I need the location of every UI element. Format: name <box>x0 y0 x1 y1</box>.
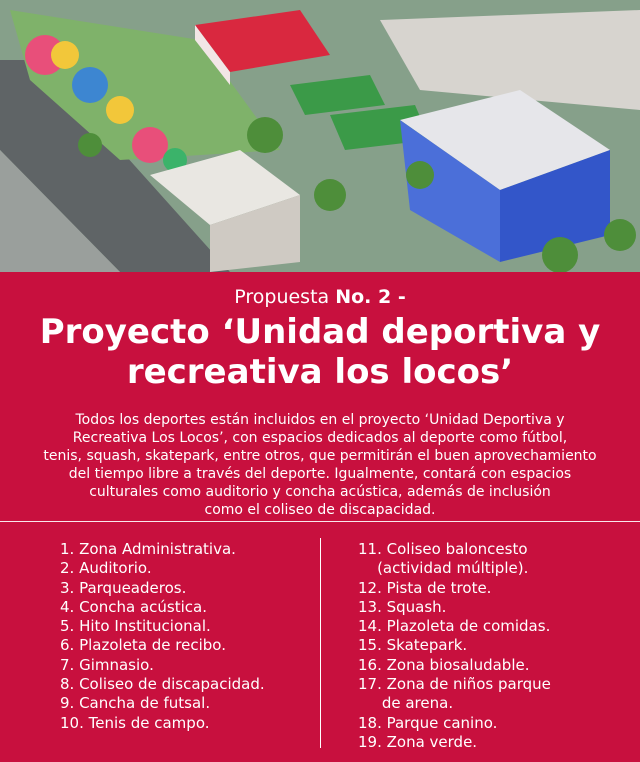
description-line: del tiempo libre a través del deporte. Igualmente, contará con espacios <box>68 466 572 482</box>
subtitle-prefix: Propuesta <box>234 286 336 308</box>
list-item: 4. Concha acústica. <box>60 597 207 616</box>
subtitle-number: No. 2 - <box>335 286 406 308</box>
list-item: 14. Plazoleta de comidas. <box>358 617 551 636</box>
list-item: 11. Coliseo baloncesto <box>358 540 528 558</box>
zones-list-right <box>358 540 618 752</box>
description-line: Todos los deportes están incluidos en el proyecto ‘Unidad Deportiva y <box>75 412 565 428</box>
title-line-1: Proyecto ‘Unidad deportiva y <box>39 312 601 352</box>
list-item: 19. Zona verde. <box>358 732 478 751</box>
list-item: 15. Skatepark. <box>358 636 468 655</box>
description-line: tenis, squash, skatepark, entre otros, que permitirán el buen aprovechamiento <box>43 448 597 464</box>
list-item: de arena. <box>358 694 454 713</box>
list-item: 2. Auditorio. <box>60 559 152 578</box>
project-description <box>40 411 600 519</box>
list-item: 3. Parqueaderos. <box>60 578 187 597</box>
list-item: 7. Gimnasio. <box>60 655 154 674</box>
description-line: culturales como auditorio y concha acústica, además de inclusión <box>89 484 551 500</box>
list-item: 5. Hito Institucional. <box>60 617 211 636</box>
list-item: 18. Parque canino. <box>358 713 498 732</box>
page-title <box>0 312 640 392</box>
list-item: 1. Zona Administrativa. <box>60 540 236 558</box>
section-divider <box>0 521 640 522</box>
list-item: 10. Tenis de campo. <box>60 713 210 732</box>
aerial-render-illustration <box>0 0 640 272</box>
list-item: 17. Zona de niños parque <box>358 675 551 694</box>
description-line: como el coliseo de discapacidad. <box>204 502 436 518</box>
zones-list-left <box>60 540 318 733</box>
list-item: 13. Squash. <box>358 597 447 616</box>
description-line: Recreativa Los Locos’, con espacios dedicados al deporte como fútbol, <box>72 430 568 446</box>
list-item: 6. Plazoleta de recibo. <box>60 636 226 655</box>
title-line-2: recreativa los locos’ <box>126 352 514 392</box>
column-divider <box>320 538 321 748</box>
list-item: 8. Coliseo de discapacidad. <box>60 675 265 694</box>
proposal-subtitle <box>0 286 640 308</box>
list-item: (actividad múltiple). <box>358 559 529 578</box>
hero-image <box>0 0 640 272</box>
list-item: 12. Pista de trote. <box>358 578 492 597</box>
list-item: 9. Cancha de futsal. <box>60 694 211 713</box>
list-item: 16. Zona biosaludable. <box>358 655 530 674</box>
